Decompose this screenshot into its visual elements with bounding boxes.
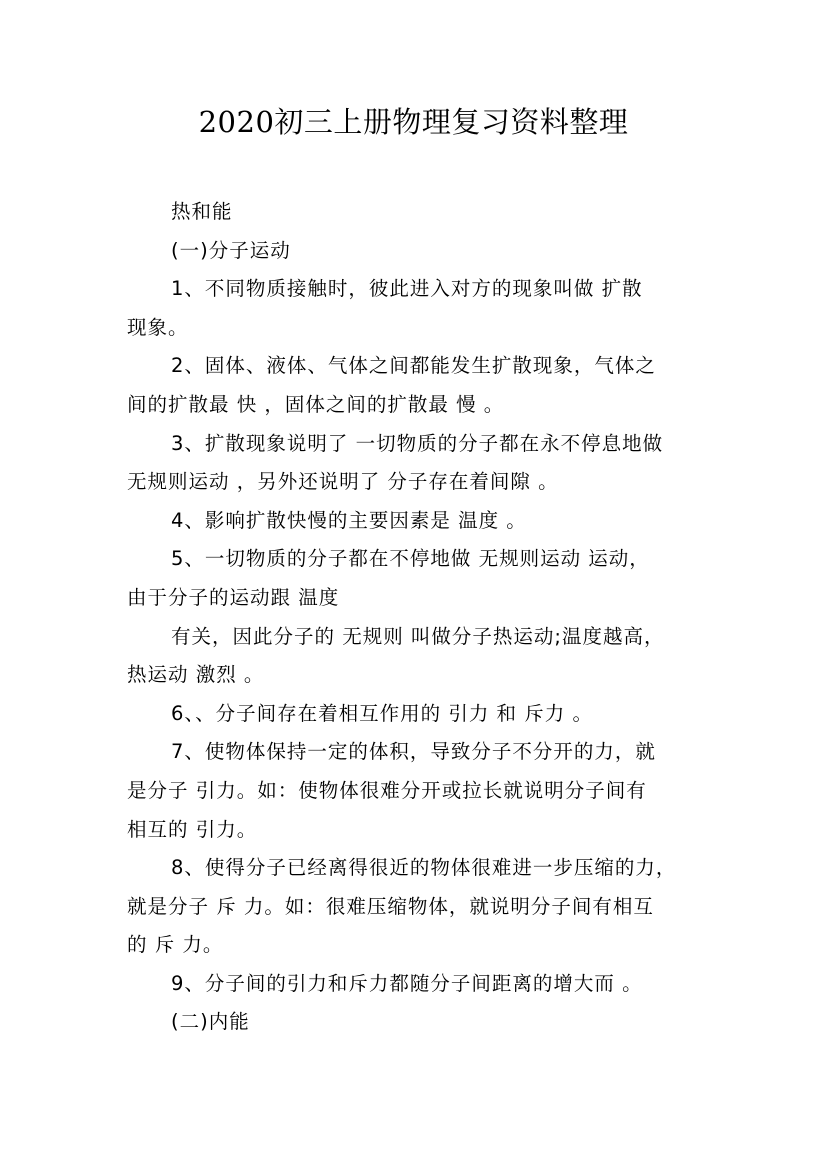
- document-body: [127, 193, 707, 1042]
- text-line: 就是分子 斥 力。如：很难压缩物体，就说明分子间有相互: [127, 894, 654, 918]
- subsection-heading: (二)内能: [171, 1010, 250, 1034]
- text-line: 现象。: [127, 315, 189, 339]
- section-heading: 热和能: [171, 200, 233, 223]
- text-line: 8、使得分子已经离得很近的物体很难进一步压缩的力，: [171, 856, 677, 880]
- text-line: 5、一切物质的分子都在不停地做 无规则运动 运动，: [171, 547, 650, 571]
- text-line: 1、不同物质接触时，彼此进入对方的现象叫做 扩散: [171, 277, 643, 301]
- text-line: 6、、分子间存在着相互作用的 引力 和 斥力 。: [171, 701, 593, 725]
- text-line: 热运动 激烈 。: [127, 663, 265, 687]
- text-line: 7、使物体保持一定的体积，导致分子不分开的力，就: [171, 740, 656, 764]
- text-line: 的 斥 力。: [127, 933, 224, 957]
- text-line: 有关，因此分子的 无规则 叫做分子热运动;温度越高，: [171, 624, 665, 648]
- text-line: 4、影响扩散快慢的主要因素是 温度 。: [171, 508, 527, 532]
- text-line: 相互的 引力。: [127, 817, 258, 841]
- text-line: 3、扩散现象说明了 一切物质的分子都在永不停息地做: [171, 431, 664, 455]
- text-line: 间的扩散最 快 ，固体之间的扩散最 慢 。: [127, 392, 505, 416]
- document-title: 2020初三上册物理复习资料整理: [198, 105, 629, 139]
- text-line: 9、分子间的引力和斥力都随分子间距离的增大而 。: [171, 971, 643, 995]
- text-line: 由于分子的运动跟 温度: [127, 585, 340, 609]
- subsection-heading: (一)分子运动: [171, 238, 291, 262]
- text-line: 2、固体、液体、气体之间都能发生扩散现象，气体之: [171, 354, 656, 378]
- text-line: 无规则运动 ，另外还说明了 分子存在着间隙 。: [127, 470, 559, 494]
- text-line: 是分子 引力。如：使物体很难分开或拉长就说明分子间有: [127, 778, 647, 802]
